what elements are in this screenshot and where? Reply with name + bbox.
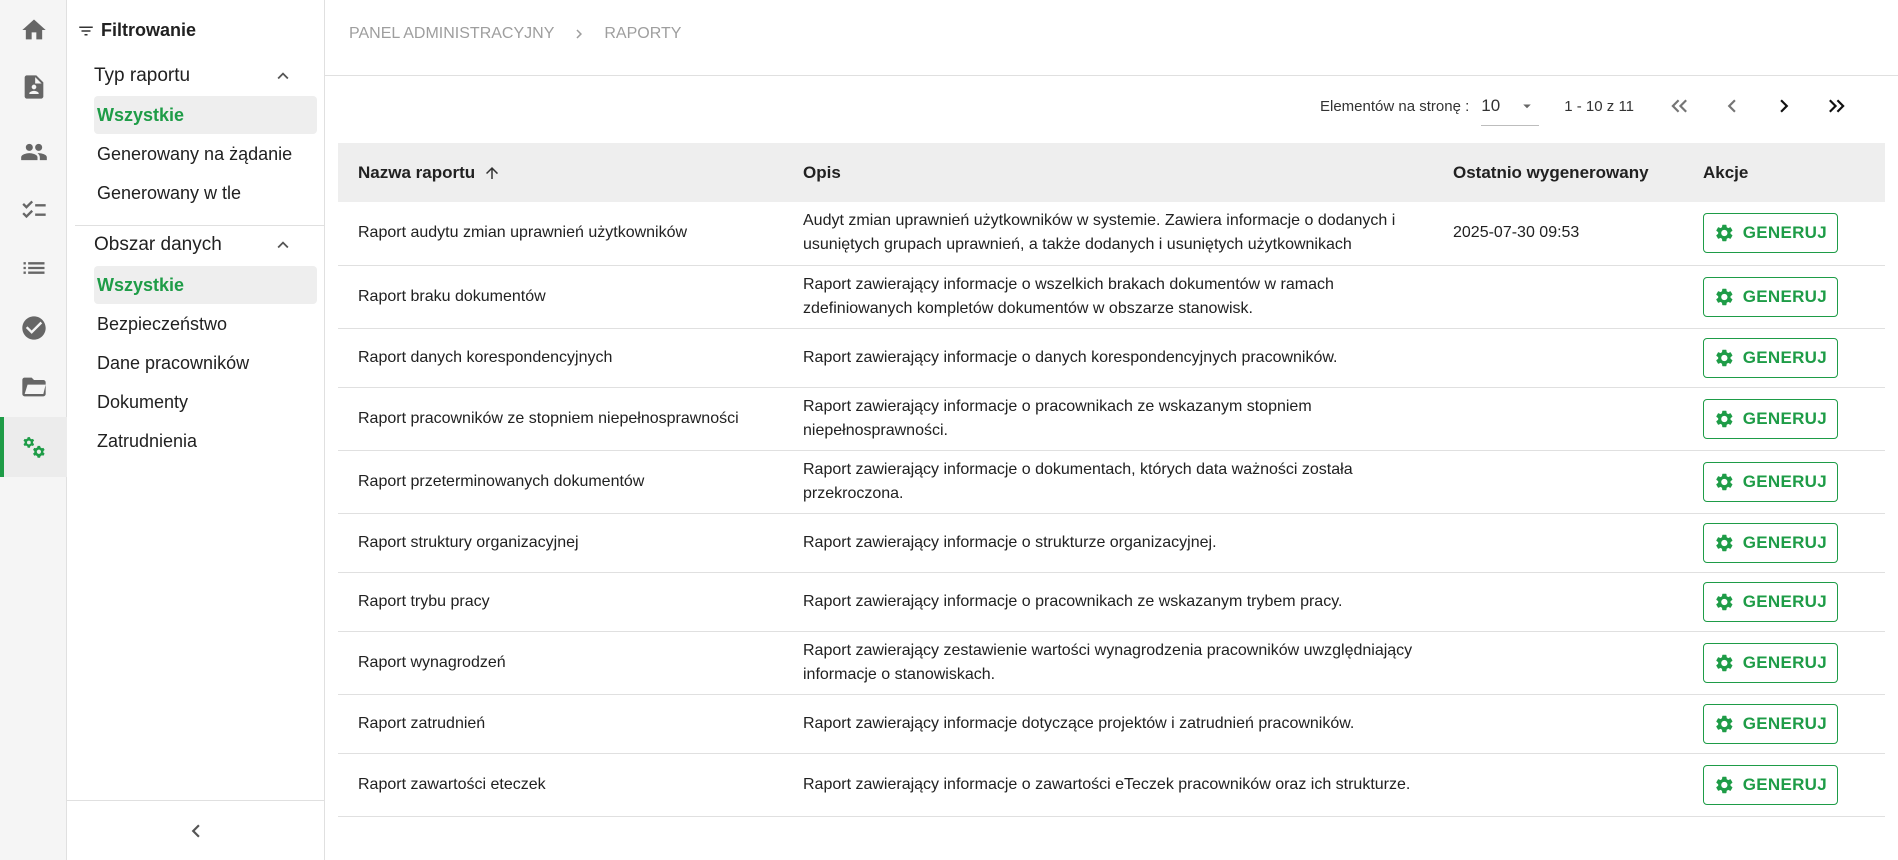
report-actions xyxy=(1683,328,1885,387)
nav-approvals[interactable] xyxy=(0,298,67,358)
report-description: Raport zawierający informacje o pracownikach ze wskazanym trybem pracy. xyxy=(783,572,1433,631)
per-page-label: Elementów na stronę : xyxy=(1320,97,1470,115)
filter-group-report-type[interactable] xyxy=(94,65,294,87)
report-last-generated xyxy=(1433,328,1683,387)
report-description: Raport zawierający informacje o danych korespondencyjnych pracowników. xyxy=(783,328,1433,387)
report-description: Raport zawierający informacje o dokumentach, których data ważności została przekroczona. xyxy=(783,450,1433,513)
nav-lists[interactable] xyxy=(0,238,67,298)
report-name: Raport audytu zmian uprawnień użytkowników xyxy=(338,202,783,265)
generate-report-button[interactable] xyxy=(1703,523,1838,563)
report-actions xyxy=(1683,753,1885,816)
home-icon xyxy=(20,16,48,44)
table-row xyxy=(338,328,1885,387)
table-row xyxy=(338,265,1885,328)
generate-report-button[interactable] xyxy=(1703,338,1838,378)
filter-header xyxy=(77,20,196,41)
table-row xyxy=(338,450,1885,513)
gear-icon xyxy=(1714,285,1735,309)
table-row xyxy=(338,387,1885,450)
report-actions xyxy=(1683,572,1885,631)
report-name: Raport struktury organizacyjnej xyxy=(338,513,783,572)
generate-report-button[interactable] xyxy=(1703,582,1838,622)
filter-title: Filtrowanie xyxy=(101,20,197,40)
filter-option-background[interactable]: Generowany w tle xyxy=(97,182,242,203)
table-header-row xyxy=(338,143,1885,202)
main-content xyxy=(325,0,1898,860)
breadcrumb-admin-panel[interactable]: PANEL ADMINISTRACYJNY xyxy=(349,25,555,42)
report-description: Raport zawierający informacje o strukturze organizacyjnej. xyxy=(783,513,1433,572)
chevron-left-icon xyxy=(1719,93,1745,119)
gear-icon xyxy=(1714,651,1735,675)
previous-page-button[interactable] xyxy=(1706,86,1758,126)
report-description: Raport zawierający informacje o wszelkich brakach dokumentów w ramach zdefiniowanych kompletów dokumentów w obszarze stanowisk. xyxy=(783,265,1433,328)
generate-report-button[interactable] xyxy=(1703,765,1838,805)
gear-icon xyxy=(1714,346,1735,370)
breadcrumb xyxy=(349,25,681,43)
chevron-right-icon xyxy=(1771,93,1797,119)
gear-icon xyxy=(1714,712,1735,736)
report-actions xyxy=(1683,202,1885,265)
last-page-button[interactable] xyxy=(1810,86,1862,126)
first-page-icon xyxy=(1667,93,1693,119)
gear-icon xyxy=(1714,221,1735,245)
report-description: Raport zawierający informacje o zawartości eTeczek pracowników oraz ich strukturze. xyxy=(783,753,1433,816)
chevron-right-icon xyxy=(570,25,588,43)
nav-folders[interactable] xyxy=(0,357,67,417)
filter-divider xyxy=(75,225,325,226)
report-last-generated xyxy=(1433,694,1683,753)
folder-open-icon xyxy=(20,373,48,401)
nav-tasks[interactable] xyxy=(0,180,67,240)
report-last-generated xyxy=(1433,572,1683,631)
first-page-button[interactable] xyxy=(1654,86,1706,126)
last-page-icon xyxy=(1823,93,1849,119)
report-name: Raport braku dokumentów xyxy=(338,265,783,328)
generate-button-label: GENERUJ xyxy=(1742,713,1827,733)
settings-gears-icon xyxy=(20,433,48,461)
generate-button-label: GENERUJ xyxy=(1742,591,1827,611)
filter-group-label: Typ raportu xyxy=(94,65,191,86)
report-name: Raport danych korespondencyjnych xyxy=(338,328,783,387)
filter-option-documents[interactable]: Dokumenty xyxy=(97,391,189,412)
page-range: 1 - 10 z 11 xyxy=(1564,97,1635,115)
generate-report-button[interactable] xyxy=(1703,213,1838,253)
report-name: Raport zatrudnień xyxy=(338,694,783,753)
generate-button-label: GENERUJ xyxy=(1742,652,1827,672)
report-last-generated: 2025-07-30 09:53 xyxy=(1433,202,1683,265)
report-last-generated xyxy=(1433,265,1683,328)
reports-table xyxy=(338,143,1885,817)
report-description: Raport zawierający zestawienie wartości wynagrodzenia pracowników uwzględniający informacje o stanowiskach. xyxy=(783,631,1433,694)
filter-option-all-types[interactable]: Wszystkie xyxy=(94,96,317,134)
generate-report-button[interactable] xyxy=(1703,704,1838,744)
header-divider xyxy=(325,75,1898,76)
filter-option-on-demand[interactable]: Generowany na żądanie xyxy=(97,143,293,164)
filter-option-all-areas[interactable]: Wszystkie xyxy=(94,266,317,304)
icon-rail xyxy=(0,0,67,860)
generate-button-label: GENERUJ xyxy=(1742,286,1827,306)
chevron-up-icon xyxy=(272,234,294,256)
gear-icon xyxy=(1714,773,1735,797)
paginator xyxy=(1320,86,1862,126)
chevron-up-icon xyxy=(272,65,294,87)
breadcrumb-reports: RAPORTY xyxy=(604,25,682,42)
checklist-icon xyxy=(20,196,48,224)
report-name: Raport trybu pracy xyxy=(338,572,783,631)
generate-button-label: GENERUJ xyxy=(1742,408,1827,428)
report-actions xyxy=(1683,265,1885,328)
column-header-last-generated: Ostatnio wygenerowany xyxy=(1453,162,1649,182)
report-actions xyxy=(1683,387,1885,450)
next-page-button[interactable] xyxy=(1758,86,1810,126)
report-description: Audyt zmian uprawnień użytkowników w systemie. Zawiera informacje o dodanych i usuniętych grupach uprawnień, a także dodanych i usuniętych użytkownikach xyxy=(783,202,1433,265)
filter-group-label: Obszar danych xyxy=(94,234,222,255)
filter-group-data-area[interactable] xyxy=(94,234,294,256)
nav-employee-documents[interactable] xyxy=(0,57,67,117)
nav-home[interactable] xyxy=(0,0,67,60)
generate-button-label: GENERUJ xyxy=(1742,223,1827,243)
report-name: Raport pracowników ze stopniem niepełnosprawności xyxy=(338,387,783,450)
report-last-generated xyxy=(1433,513,1683,572)
filter-option-employee-data[interactable]: Dane pracowników xyxy=(97,352,250,373)
generate-button-label: GENERUJ xyxy=(1742,471,1827,491)
generate-report-button[interactable] xyxy=(1703,399,1838,439)
collapse-filter-button[interactable] xyxy=(67,800,325,860)
generate-report-button[interactable] xyxy=(1703,277,1838,317)
report-last-generated xyxy=(1433,450,1683,513)
table-row xyxy=(338,513,1885,572)
nav-admin-settings[interactable] xyxy=(0,417,67,477)
filter-option-security[interactable]: Bezpieczeństwo xyxy=(97,313,228,334)
check-circle-icon xyxy=(20,314,48,342)
dropdown-arrow-icon xyxy=(1518,97,1536,115)
filter-panel xyxy=(67,0,325,860)
nav-employees[interactable] xyxy=(0,122,67,182)
report-name: Raport przeterminowanych dokumentów xyxy=(338,450,783,513)
report-description: Raport zawierający informacje o pracownikach ze wskazanym stopniem niepełnosprawności. xyxy=(783,387,1433,450)
gear-icon xyxy=(1714,590,1735,614)
generate-report-button[interactable] xyxy=(1703,462,1838,502)
report-actions xyxy=(1683,631,1885,694)
people-icon xyxy=(20,138,48,166)
filter-option-employments[interactable]: Zatrudnienia xyxy=(97,430,198,451)
report-name: Raport wynagrodzeń xyxy=(338,631,783,694)
report-actions xyxy=(1683,694,1885,753)
report-last-generated xyxy=(1433,631,1683,694)
sort-arrow-up-icon xyxy=(483,164,501,182)
per-page-select[interactable] xyxy=(1481,86,1539,126)
table-row xyxy=(338,631,1885,694)
column-header-actions: Akcje xyxy=(1703,162,1749,182)
report-last-generated xyxy=(1433,753,1683,816)
column-header-name[interactable] xyxy=(338,143,783,202)
table-row xyxy=(338,572,1885,631)
generate-report-button[interactable] xyxy=(1703,643,1838,683)
gear-icon xyxy=(1714,531,1735,555)
chevron-left-icon xyxy=(183,818,209,844)
generate-button-label: GENERUJ xyxy=(1742,532,1827,552)
gear-icon xyxy=(1714,407,1735,431)
report-last-generated xyxy=(1433,387,1683,450)
column-header-label: Nazwa raportu xyxy=(358,162,476,182)
column-header-description: Opis xyxy=(803,162,841,182)
report-actions xyxy=(1683,450,1885,513)
per-page-value: 10 xyxy=(1481,95,1501,115)
generate-button-label: GENERUJ xyxy=(1742,347,1827,367)
filter-icon xyxy=(77,22,95,40)
report-description: Raport zawierający informacje dotyczące projektów i zatrudnień pracowników. xyxy=(783,694,1433,753)
document-person-icon xyxy=(20,73,48,101)
report-actions xyxy=(1683,513,1885,572)
report-name: Raport zawartości eteczek xyxy=(338,753,783,816)
table-row xyxy=(338,202,1885,265)
list-icon xyxy=(20,254,48,282)
gear-icon xyxy=(1714,470,1735,494)
generate-button-label: GENERUJ xyxy=(1742,774,1827,794)
table-row xyxy=(338,694,1885,753)
table-row xyxy=(338,753,1885,816)
